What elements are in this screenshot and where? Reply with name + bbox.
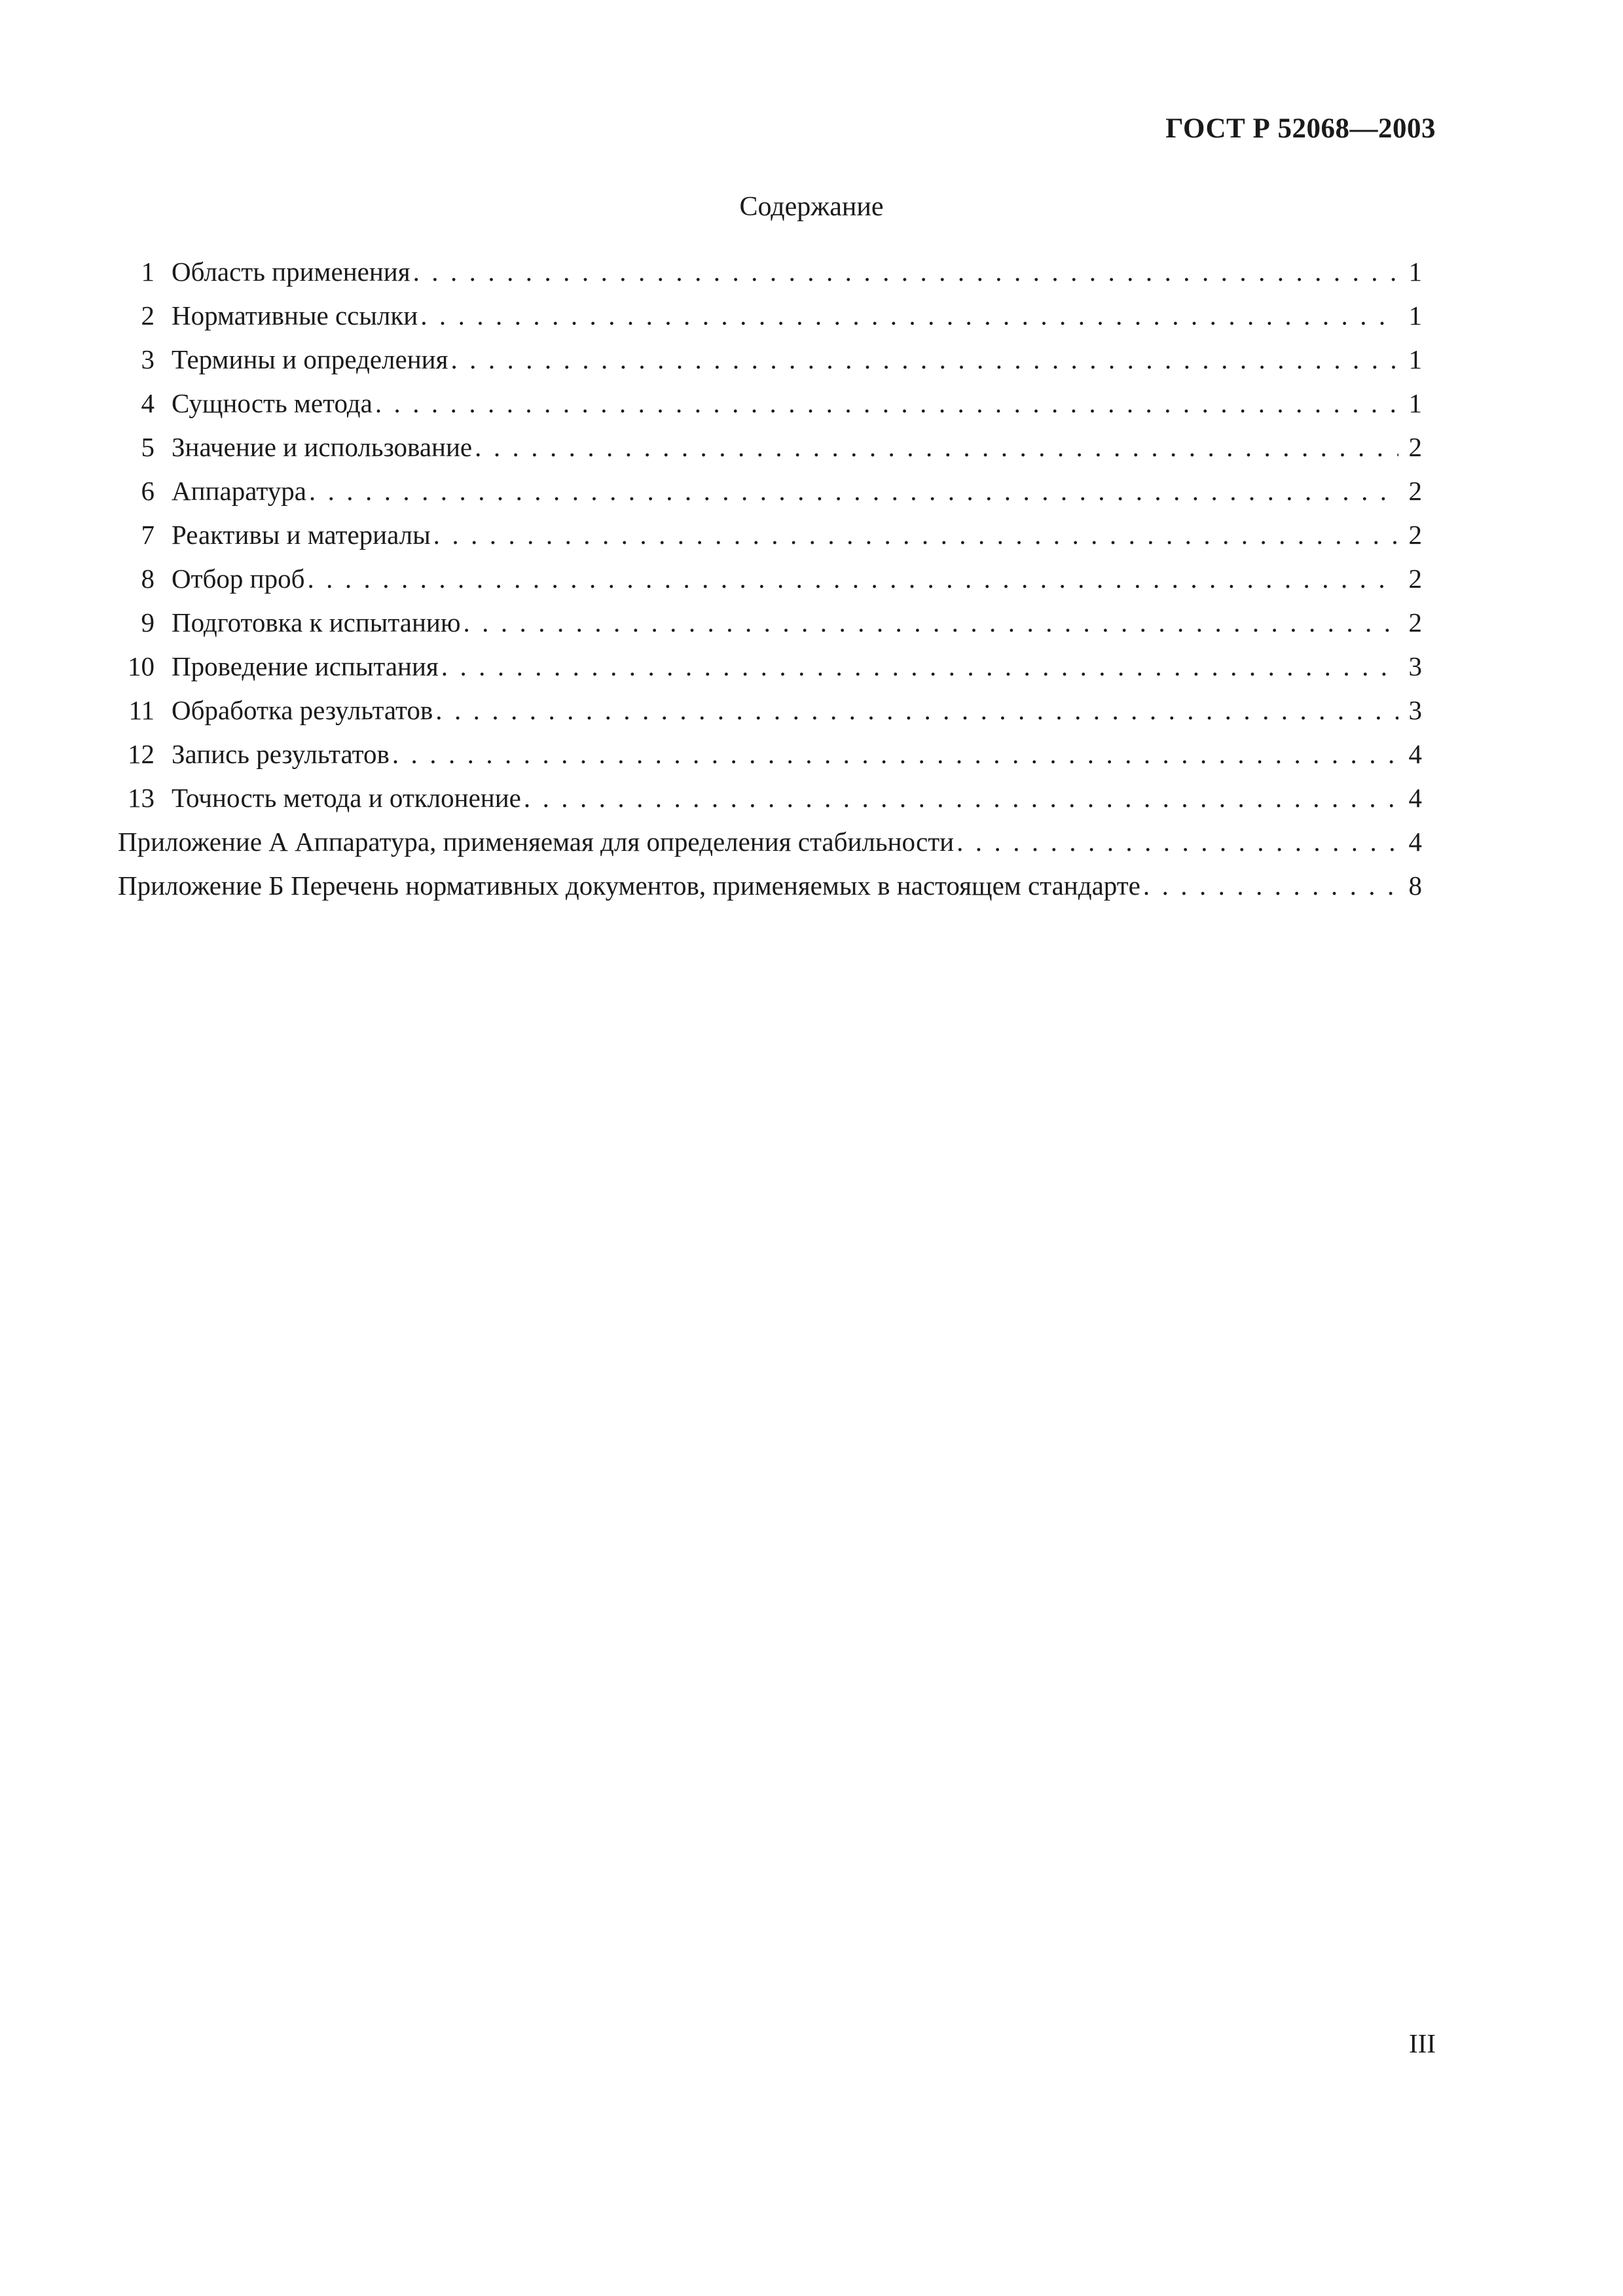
toc-entry-page: 3: [1408, 651, 1422, 681]
toc-appendix-page: 8: [1408, 870, 1422, 901]
toc-leader-dots: [435, 689, 1398, 732]
toc-entry-label: Отбор проб: [172, 564, 305, 594]
toc-leader-dots: [375, 382, 1398, 425]
toc-leader-dots: [413, 250, 1398, 294]
toc-entry[interactable]: [118, 469, 1422, 513]
toc-appendix-entry[interactable]: [118, 820, 1422, 864]
toc-entry-label: Реактивы и материалы: [172, 520, 431, 550]
toc-leader-dots: [1143, 864, 1398, 908]
toc-entry[interactable]: [118, 382, 1422, 425]
toc-entry-label: Значение и использование: [172, 432, 473, 462]
toc-appendix-label: Приложение Б Перечень нормативных документов, применяемых в настоящем стандарте: [118, 870, 1140, 901]
toc-entry-label: Нормативные ссылки: [172, 300, 418, 331]
toc-entry[interactable]: [118, 776, 1422, 820]
document-id: ГОСТ Р 52068—2003: [1165, 113, 1436, 144]
toc-leader-dots: [307, 557, 1398, 601]
toc-entry[interactable]: [118, 601, 1422, 645]
toc-entry-page: 1: [1408, 388, 1422, 418]
toc-entry-page: 2: [1408, 520, 1422, 550]
toc-entry-page: 1: [1408, 300, 1422, 331]
toc-appendix-label: Приложение А Аппаратура, применяемая для определения стабильности: [118, 827, 955, 857]
toc-entry-page: 2: [1408, 607, 1422, 637]
toc-leader-dots: [392, 732, 1398, 776]
toc-title: Содержание: [739, 192, 884, 222]
toc-entry[interactable]: [118, 557, 1422, 601]
toc-leader-dots: [957, 820, 1398, 864]
toc-entry-number: 8: [141, 564, 155, 594]
toc-entry-page: 4: [1408, 783, 1422, 813]
toc-entry-number: 3: [141, 344, 155, 374]
toc-entry-label: Аппаратура: [172, 476, 306, 506]
table-of-contents: [118, 250, 1422, 908]
toc-leader-dots: [524, 776, 1398, 820]
toc-entry-number: 10: [128, 651, 155, 681]
toc-leader-dots: [309, 469, 1398, 513]
toc-entry-label: Сущность метода: [172, 388, 373, 418]
toc-leader-dots: [441, 645, 1398, 689]
toc-leader-dots: [450, 338, 1398, 382]
toc-entry-label: Область применения: [172, 257, 410, 287]
toc-entry-number: 2: [141, 300, 155, 331]
toc-entry[interactable]: [118, 425, 1422, 469]
toc-entry[interactable]: [118, 294, 1422, 338]
toc-entry-number: 13: [128, 783, 155, 813]
toc-entry-page: 2: [1408, 564, 1422, 594]
toc-leader-dots: [433, 513, 1398, 557]
toc-leader-dots: [420, 294, 1398, 338]
toc-entry-label: Проведение испытания: [172, 651, 439, 681]
toc-entry-label: Обработка результатов: [172, 695, 433, 725]
toc-entry-number: 1: [141, 257, 155, 287]
toc-entry-label: Термины и определения: [172, 344, 448, 374]
toc-entry-label: Точность метода и отклонение: [172, 783, 521, 813]
toc-entry[interactable]: [118, 338, 1422, 382]
toc-entry-number: 6: [141, 476, 155, 506]
toc-entry[interactable]: [118, 250, 1422, 294]
toc-leader-dots: [463, 601, 1398, 645]
toc-entry-number: 12: [128, 739, 155, 769]
toc-entry-page: 3: [1408, 695, 1422, 725]
toc-entry-number: 4: [141, 388, 155, 418]
toc-appendix-page: 4: [1408, 827, 1422, 857]
toc-entry-number: 5: [141, 432, 155, 462]
toc-entry[interactable]: [118, 645, 1422, 689]
toc-entry-page: 4: [1408, 739, 1422, 769]
toc-entry-number: 9: [141, 607, 155, 637]
toc-entry-page: 2: [1408, 432, 1422, 462]
toc-leader-dots: [475, 425, 1398, 469]
toc-entry-page: 1: [1408, 344, 1422, 374]
toc-entry-number: 7: [141, 520, 155, 550]
toc-entry-page: 1: [1408, 257, 1422, 287]
page-number: III: [1409, 2028, 1436, 2058]
toc-entry[interactable]: [118, 689, 1422, 732]
toc-entry-page: 2: [1408, 476, 1422, 506]
toc-entry-label: Подготовка к испытанию: [172, 607, 461, 637]
toc-entry-number: 11: [128, 695, 155, 725]
toc-entry-label: Запись результатов: [172, 739, 390, 769]
toc-appendix-entry[interactable]: [118, 864, 1422, 908]
toc-entry[interactable]: [118, 513, 1422, 557]
toc-entry[interactable]: [118, 732, 1422, 776]
